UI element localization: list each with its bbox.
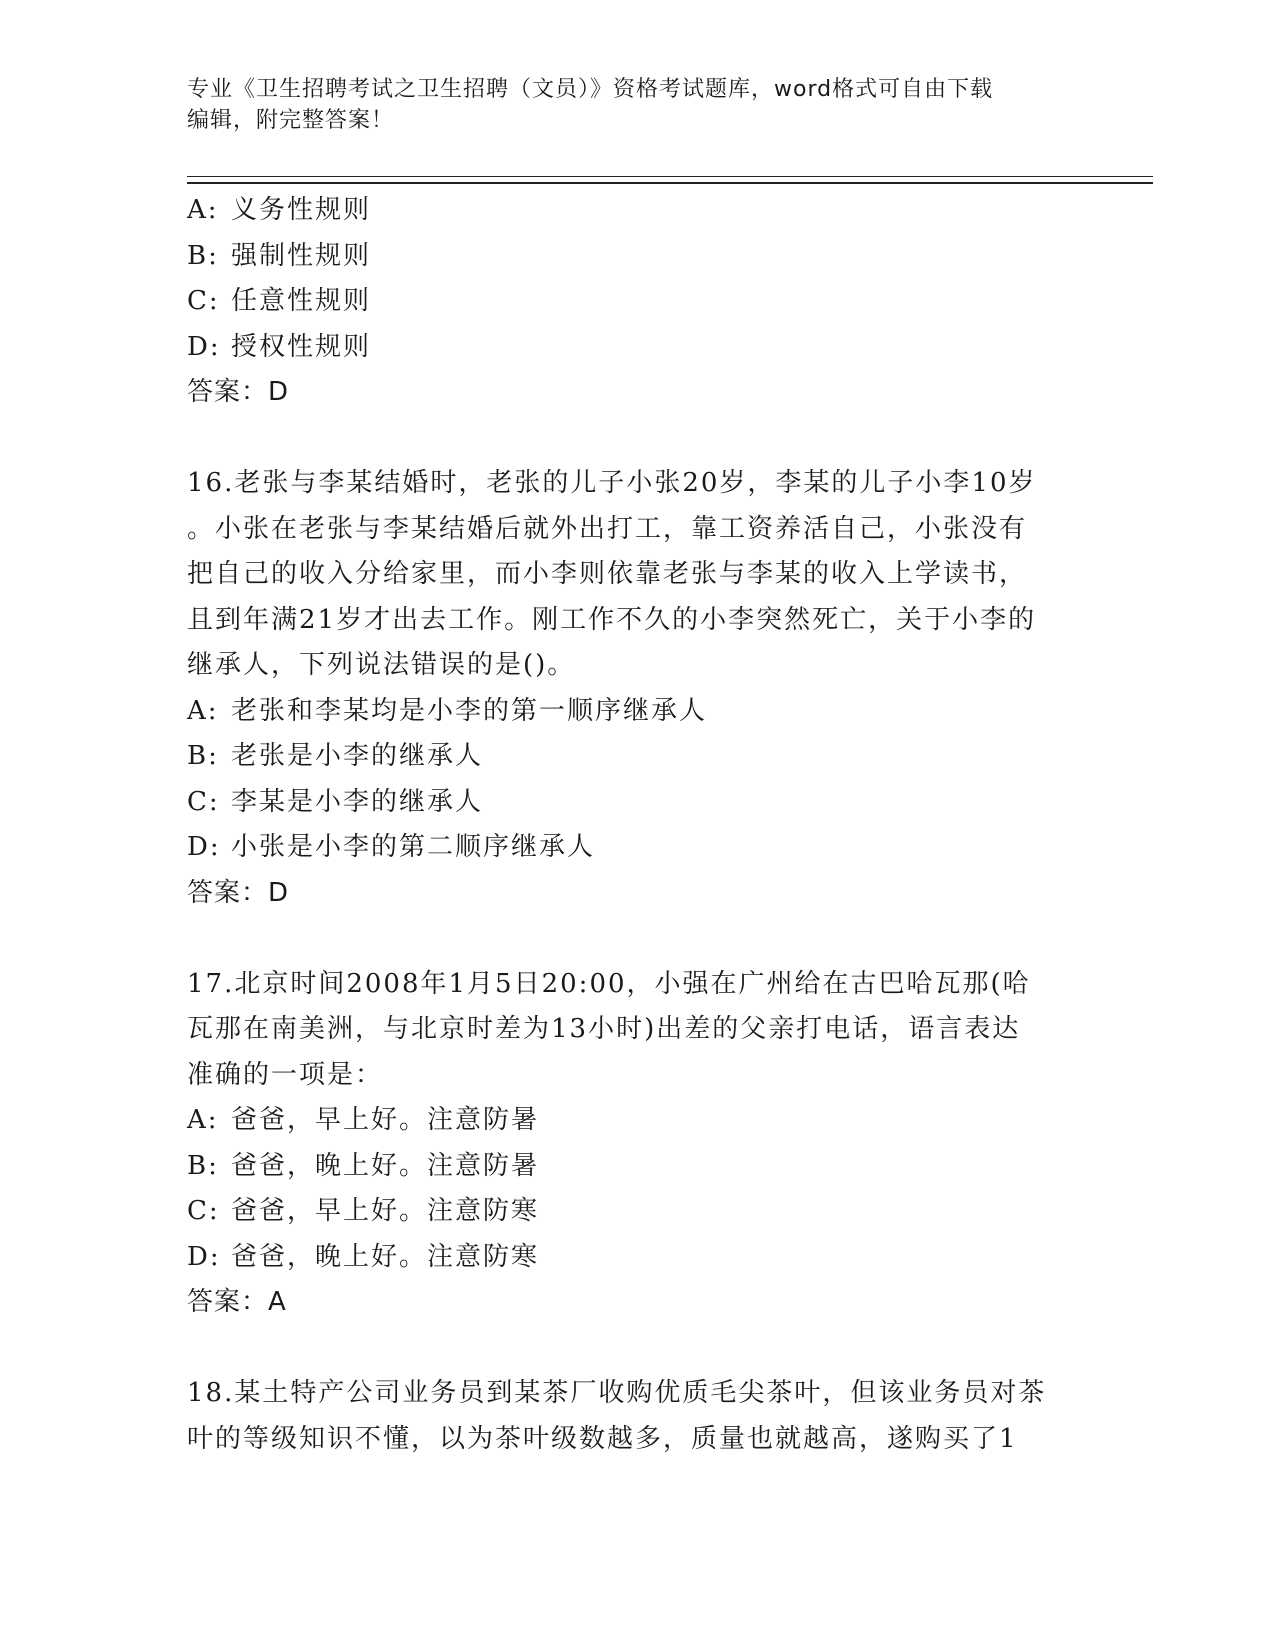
- question-18: [187, 1371, 1087, 1462]
- option-key: A:: [187, 195, 219, 225]
- header-line-2: 编辑，附完整答案！: [187, 108, 395, 133]
- option-key: C:: [187, 786, 220, 817]
- option-a: [187, 689, 1087, 735]
- answer-line: 答案：A: [187, 1287, 287, 1317]
- header-divider-thin: [187, 176, 1153, 177]
- question-text-line: 瓦那在南美洲，与北京时差为13小时)出差的父亲打电话，语言表达: [187, 1014, 1021, 1044]
- option-d: [187, 825, 1087, 871]
- question-text-line: 继承人，下列说法错误的是()。: [187, 650, 576, 680]
- question-text-line: 且到年满21岁才出去工作。刚工作不久的小李突然死亡，关于小李的: [187, 604, 1037, 635]
- question-text-line: 18.某土特产公司业务员到某茶厂收购优质毛尖茶叶，但该业务员对茶: [187, 1378, 1047, 1408]
- spacer: [187, 416, 1087, 462]
- option-text: 爸爸，早上好。注意防寒: [231, 1196, 540, 1226]
- option-key: C:: [187, 286, 220, 316]
- question-text-line: 把自己的收入分给家里，而小李则依靠老张与李某的收入上学读书，: [187, 559, 1028, 589]
- option-key: A:: [187, 695, 219, 726]
- option-text: 爸爸，晚上好。注意防寒: [231, 1241, 540, 1272]
- option-text: 老张和李某均是小李的第一顺序继承人: [231, 695, 708, 726]
- spacer: [187, 916, 1087, 962]
- question-16: [187, 461, 1087, 916]
- question-list: [187, 188, 1087, 1462]
- option-a: [187, 1098, 1087, 1144]
- option-key: D:: [187, 331, 221, 362]
- answer-line: 答案：D: [187, 377, 290, 407]
- page-header: [187, 74, 1087, 136]
- answer-line: 答案：D: [187, 877, 290, 908]
- option-b: [187, 1144, 1087, 1190]
- option-c: [187, 279, 1087, 325]
- header-line-1: 专业《卫生招聘考试之卫生招聘（文员）》资格考试题库，word格式可自由下载: [187, 77, 994, 102]
- option-b: [187, 734, 1087, 780]
- option-key: D:: [187, 1241, 221, 1272]
- option-key: C:: [187, 1196, 220, 1226]
- option-key: B:: [187, 741, 219, 771]
- option-key: B:: [187, 1150, 219, 1181]
- header-divider-thick: [187, 182, 1153, 184]
- option-d: [187, 325, 1087, 371]
- option-d: [187, 1235, 1087, 1281]
- option-key: B:: [187, 240, 219, 271]
- question-15: [187, 188, 1087, 416]
- option-text: 李某是小李的继承人: [231, 786, 484, 817]
- question-text-line: 准确的一项是：: [187, 1059, 384, 1090]
- option-key: D:: [187, 832, 221, 862]
- option-c: [187, 1189, 1087, 1235]
- option-text: 授权性规则: [231, 331, 372, 362]
- option-text: 老张是小李的继承人: [231, 741, 484, 771]
- option-text: 义务性规则: [231, 195, 372, 225]
- question-text-line: 16.老张与李某结婚时，老张的儿子小张20岁，李某的儿子小李10岁: [187, 468, 1037, 498]
- question-text-line: 17.北京时间2008年1月5日20:00，小强在广州给在古巴哈瓦那(哈: [187, 968, 1031, 999]
- question-text-line: 。小张在老张与李某结婚后就外出打工，靠工资养活自己，小张没有: [187, 513, 1028, 544]
- option-text: 爸爸，晚上好。注意防暑: [231, 1150, 540, 1181]
- question-17: [187, 962, 1087, 1326]
- question-text-line: 叶的等级知识不懂，以为茶叶级数越多，质量也就越高，遂购买了1: [187, 1423, 1018, 1454]
- option-b: [187, 234, 1087, 280]
- option-text: 强制性规则: [231, 240, 372, 271]
- option-text: 爸爸，早上好。注意防暑: [231, 1105, 540, 1135]
- option-text: 小张是小李的第二顺序继承人: [231, 832, 596, 862]
- option-text: 任意性规则: [231, 286, 372, 316]
- option-a: [187, 188, 1087, 234]
- option-key: A:: [187, 1105, 219, 1135]
- option-c: [187, 780, 1087, 826]
- spacer: [187, 1326, 1087, 1372]
